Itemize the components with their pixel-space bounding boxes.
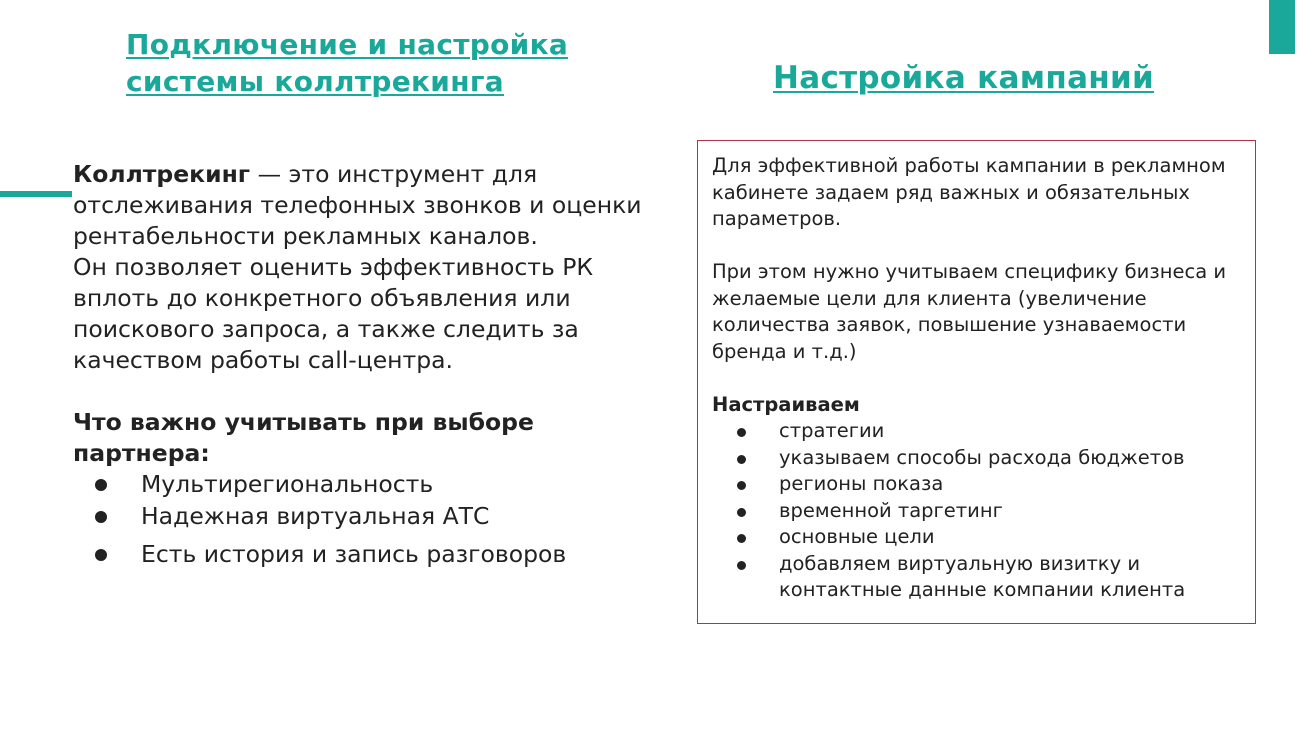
bullet-icon — [95, 511, 107, 523]
list-item — [73, 469, 673, 501]
spacer — [712, 365, 1245, 392]
calltracking-term: Коллтрекинг — [73, 160, 251, 188]
list-item — [712, 524, 1245, 551]
calltracking-details: Он позволяет оценить эффективность РК вплоть до конкретного объявления или поискового запроса, а также следить за качеством работы call-центра. — [73, 253, 594, 374]
list-item-text: основные цели — [779, 525, 935, 548]
partner-criteria-list — [73, 469, 673, 571]
bullet-icon — [737, 481, 746, 490]
left-section-title — [126, 26, 568, 100]
bullet-icon — [95, 479, 107, 491]
settings-heading: Настраиваем — [712, 392, 860, 416]
list-item-text: регионы показа — [779, 472, 944, 495]
left-title-line-1: Подключение и настройка — [126, 28, 569, 61]
spacer — [73, 376, 673, 407]
partner-criteria-heading: Что важно учитывать при выборе партнера: — [73, 408, 534, 467]
accent-side-line — [0, 191, 72, 197]
list-item — [712, 471, 1245, 498]
list-item-text: указываем способы расхода бюджетов — [779, 445, 1185, 469]
list-item-text: Мультирегиональность — [141, 470, 434, 498]
bullet-icon — [737, 561, 746, 570]
campaign-goals-paragraph: При этом нужно учитываем специфику бизнеса и желаемые цели для клиента (увеличение количества заявок, повышение узнаваемости бренда и т.д.) — [712, 260, 1227, 363]
list-item-text: стратегии — [779, 419, 885, 442]
list-item — [712, 498, 1245, 525]
campaign-settings-box — [697, 140, 1256, 624]
spacer — [712, 233, 1245, 260]
bullet-icon — [737, 534, 746, 543]
list-item — [712, 445, 1245, 472]
accent-corner-bar — [1269, 0, 1295, 54]
bullet-icon — [95, 549, 107, 561]
list-item-text: Есть история и запись разговоров — [141, 540, 567, 568]
calltracking-definition — [73, 159, 673, 252]
left-title-line-2: системы коллтрекинга — [126, 65, 504, 98]
list-item-text: Надежная виртуальная АТС — [141, 502, 490, 530]
bullet-icon — [737, 428, 746, 437]
campaign-intro-paragraph: Для эффективной работы кампании в рекламном кабинете задаем ряд важных и обязательных параметров. — [712, 154, 1226, 230]
list-item-text: временной таргетинг — [779, 498, 1003, 522]
calltracking-description — [73, 159, 673, 571]
bullet-icon — [737, 508, 746, 517]
settings-list — [712, 418, 1245, 604]
right-section-title: Настройка кампаний — [773, 60, 1155, 96]
list-item — [712, 551, 1245, 604]
list-item-text: добавляем виртуальную визитку и контактные данные компании клиента — [779, 551, 1186, 601]
list-item — [73, 539, 673, 571]
list-item — [73, 501, 673, 533]
bullet-icon — [737, 455, 746, 464]
calltracking-definition-text: — это инструмент для отслеживания телефонных звонков и оценки рентабельности рекламных каналов. — [73, 160, 642, 250]
list-item — [712, 418, 1245, 445]
